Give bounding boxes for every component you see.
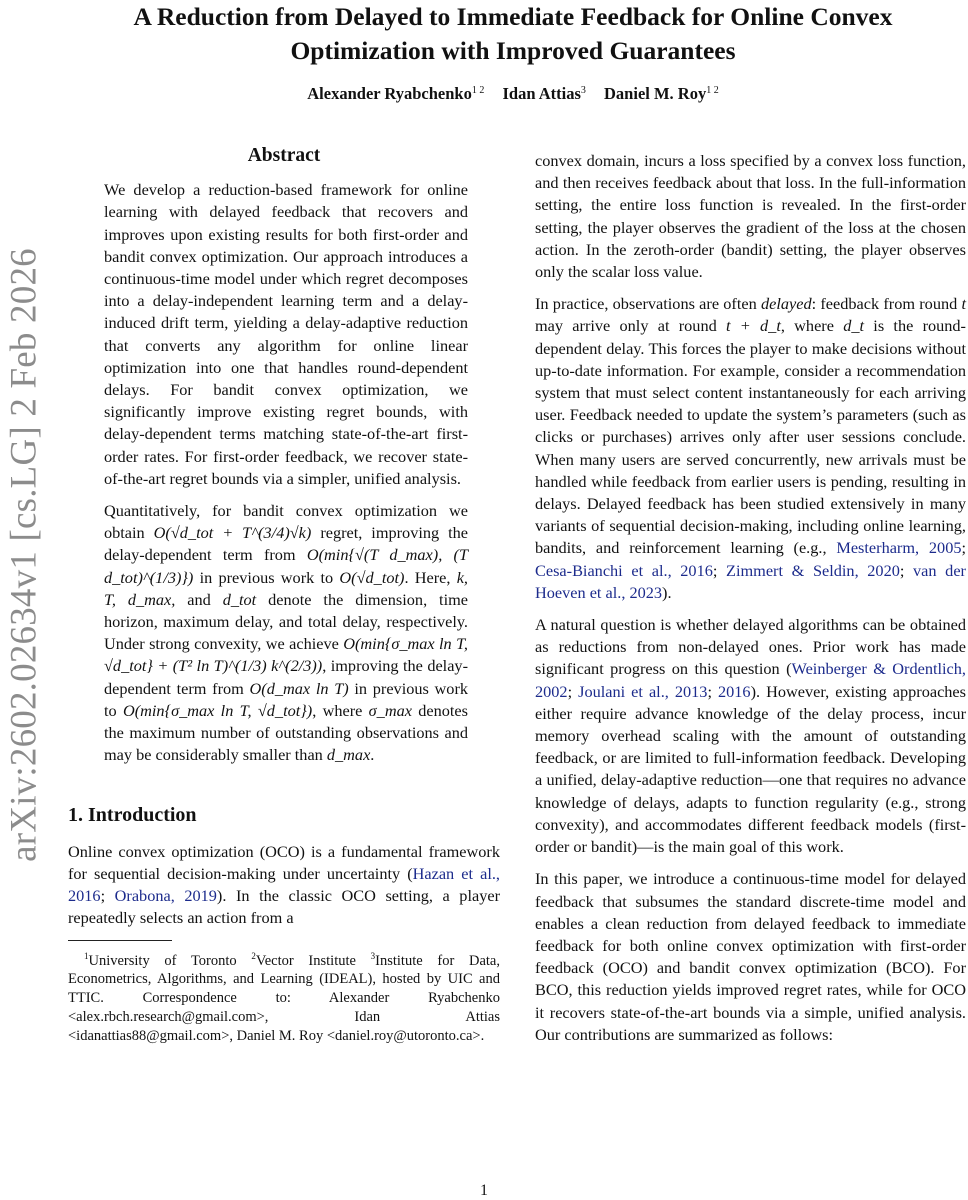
- citation-zimmert-seldin-2020[interactable]: Zimmert & Seldin, 2020: [726, 560, 900, 580]
- intro-paragraph-1-continued: convex domain, incurs a loss specified by a convex loss function, and then receives feedback about that loss. In the full-information setting, the entire loss function is revealed. In the first-order setting, the player observes the gradient of the loss at the chosen action. In the zeroth-order (bandit) setting, the player observes only the scalar loss value.: [535, 151, 966, 282]
- intro-paragraph-4: In this paper, we introduce a continuous-time model for delayed feedback that subsumes the standard discrete-time model and enables a clean reduction from delayed feedback to immediate feedback for both online convex optimization with first-order feedback (OCO) and bandit convex optimization (BCO). For BCO, this reduction yields improved regret rates, while for OCO it recovers state-of-the-art bounds via a simple, unified analysis. Our contributions are summarized as follows:: [535, 869, 966, 1044]
- abstract-heading: Abstract: [247, 145, 321, 166]
- citation-hazan-2016[interactable]: Hazan et al., 2016: [68, 863, 500, 906]
- citation-van-der-hoeven-2023[interactable]: van der Hoeven et al., 2023: [535, 560, 966, 602]
- right-column: [535, 150, 966, 1056]
- paper-title: [60, 0, 966, 68]
- title-line-1: A Reduction from Delayed to Immediate Feedback for Online Convex: [133, 2, 893, 31]
- title-line-2: Optimization with Improved Guarantees: [290, 36, 736, 65]
- author-3-affiliation: 1 2: [706, 85, 719, 96]
- math-strong-convexity-bound: O(min{σ_max ln T, √d_tot} + (T² ln T)^(1/3) k^(2/3)): [104, 634, 468, 676]
- author-list: [60, 84, 966, 104]
- author-2-affiliation: 3: [580, 85, 586, 96]
- math-bco-regret: O(√d_tot + T^(3/4)√k): [153, 523, 312, 543]
- affiliation-footnote: $^1$University of Toronto $^2$Vector Institute $^3$Institute for Data, Econometrics, Algorithms, and Learning (IDEAL), hosted by UIC and TTIC. Correspondence to: Alexander Ryabchenko <alex.rbch.research@gmail.com>, Idan Attias <idanattias88@gmail.com>, Daniel M. Roy <daniel.roy@utoronto.ca>.: [68, 950, 500, 1045]
- abstract-paragraph-1: We develop a reduction-based framework for online learning with delayed feedback that recovers and improves upon existing results for both first-order and bandit convex optimization. Our approach introduces a continuous-time model under which regret decomposes into a delay-independent learning term and a delay-induced drift term, yielding a delay-adaptive reduction that converts any algorithm for online linear optimization into one that handles round-dependent delays. For bandit convex optimization, we significantly improve existing regret bounds, with delay-dependent terms matching state-of-the-art first-order rates. For first-order feedback, we recover state-of-the-art regret bounds via a simpler, unified analysis.: [104, 180, 468, 488]
- author-1: Alexander Ryabchenko$^{1 2}$: [307, 84, 485, 103]
- abstract-body: [68, 179, 500, 766]
- arxiv-stamp-text: arXiv:2602.02634v1 [cs.LG] 2 Feb 2026: [3, 248, 45, 862]
- footnote-divider: [68, 940, 172, 941]
- abstract-paragraph-2: Quantitatively, for bandit convex optimization we obtain O(√d_tot + T^(3/4)√k) regret, improving the delay-dependent term from O(min{√(T d_max), (T d_tot)^(1/3)}) in previous work to O(√d_tot). Here, k, T, d_max, and d_tot denote the dimension, time horizon, maximum delay, and total delay, respectively. Under strong convexity, we achieve O(min{σ_max ln T, √d_tot} + (T² ln T)^(1/3) k^(2/3)), improving the delay-dependent term from O(d_max ln T) in previous work to O(min{σ_max ln T, √d_tot}), where σ_max denotes the maximum number of outstanding observations and may be considerably smaller than d_max.: [104, 501, 469, 765]
- math-new-bound: O(√d_tot): [339, 567, 405, 587]
- left-column: [68, 145, 500, 1046]
- citation-mesterharm-2005[interactable]: Mesterharm, 2005: [836, 538, 962, 558]
- intro-paragraph-3: A natural question is whether delayed algorithms can be obtained as reductions from non-delayed ones. Prior work has made significant progress on this question (Weinberger & Ordentlich, 2002; Joulani et al., 2013; 2016). However, existing approaches either require advance knowledge of the delay process, incur memory overhead scaling with the amount of outstanding feedback, or are limited to full-information feedback. Developing a unified, delay-adaptive reduction—one that requires no advance knowledge of delays, adapts to function regularity (e.g., strong convexity), and accommodates different feedback models (first-order or bandit)—is the main goal of this work.: [535, 615, 966, 857]
- arxiv-identifier-stamp: [2, 210, 46, 900]
- section-heading-introduction: 1. Introduction: [68, 804, 197, 827]
- citation-orabona-2019[interactable]: Orabona, 2019: [114, 886, 217, 906]
- intro-paragraph-1-start: Online convex optimization (OCO) is a fundamental framework for sequential decision-making under uncertainty (Hazan et al., 2016; Orabona, 2019). In the classic OCO setting, a player repeatedly selects an action from a: [68, 841, 500, 928]
- citation-joulani-2016[interactable]: 2016: [718, 681, 751, 701]
- author-1-affiliation: 1 2: [471, 85, 485, 96]
- citation-cesa-bianchi-2016[interactable]: Cesa-Bianchi et al., 2016: [535, 560, 713, 580]
- author-3: Daniel M. Roy$^{1 2}$: [604, 84, 719, 103]
- intro-paragraph-2: In practice, observations are often delayed: feedback from round t may arrive only at round t + d_t, where d_t is the round-dependent delay. This forces the player to make decisions without up-to-date information. For example, consider a recommendation system that must select content instantaneously for each arriving user. Feedback needed to update the system’s parameters (such as clicks or purchases) arrives only after user sessions conclude. When many users are served concurrently, new arrivals must be handled while feedback from earlier users is pending, resulting in delays. Delayed feedback has been studied extensively in many variants of sequential decision-making, including online learning, bandits, and reinforcement learning (e.g., Mesterharm, 2005; Cesa-Bianchi et al., 2016; Zimmert & Seldin, 2020; van der Hoeven et al., 2023).: [535, 294, 967, 602]
- citation-weinberger-ordentlich-2002[interactable]: Weinberger & Ordentlich, 2002: [535, 659, 966, 701]
- page-number: 1: [480, 1182, 488, 1199]
- citation-joulani-2013[interactable]: Joulani et al., 2013: [578, 681, 708, 701]
- math-prior-bound: O(min{√(T d_max), (T d_tot)^(1/3)}): [104, 545, 469, 587]
- author-2: Idan Attias$^3$: [502, 84, 586, 103]
